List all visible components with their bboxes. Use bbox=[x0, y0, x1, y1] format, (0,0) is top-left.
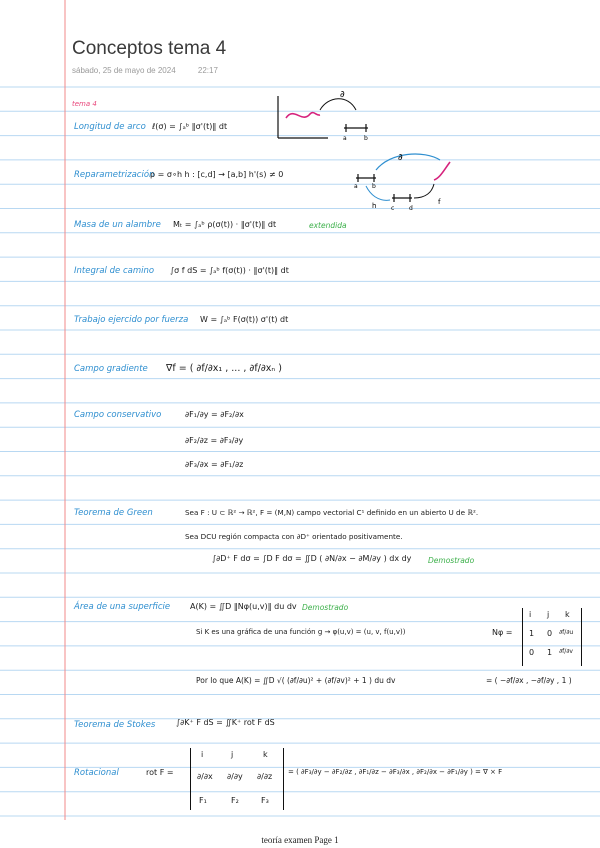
note-date: sábado, 25 de mayo de 2024 bbox=[72, 66, 176, 75]
area-m12: ∂f/∂u bbox=[559, 629, 574, 636]
rot-m02: k bbox=[263, 750, 268, 759]
rot-m20: F₁ bbox=[199, 796, 207, 805]
entry-note-masa: extendida bbox=[309, 221, 347, 230]
rot-m01: j bbox=[231, 750, 234, 759]
partial-label-2: ∂ bbox=[398, 153, 403, 163]
area-m11: 0 bbox=[547, 629, 553, 638]
entry-label-masa: Masa de un alambre bbox=[74, 220, 161, 230]
area-m20: 0 bbox=[529, 648, 535, 657]
label-c: c bbox=[391, 205, 395, 212]
label-a-2: a bbox=[354, 183, 358, 190]
note-timestamp bbox=[72, 66, 218, 75]
area-normal: Nφ = bbox=[492, 628, 513, 637]
entry-note-green: Demostrado bbox=[428, 556, 475, 565]
entry-label-camino: Integral de camino bbox=[74, 266, 155, 276]
label-b: b bbox=[364, 135, 368, 142]
label-h: h bbox=[372, 202, 377, 210]
rot-m00: i bbox=[201, 750, 204, 759]
entry-label-area: Área de una superficie bbox=[74, 602, 171, 612]
area-matrix bbox=[522, 608, 582, 666]
entry-label-conservativo: Campo conservativo bbox=[74, 410, 162, 420]
area-m21: 1 bbox=[547, 648, 553, 657]
entry-label-stokes: Teorema de Stokes bbox=[74, 720, 156, 730]
entry-formula-green: ∫∂D⁺ F dσ = ∫D F dσ = ∬D ( ∂N/∂x − ∂M/∂y ) dx dy bbox=[212, 554, 412, 563]
entry-label-green: Teorema de Green bbox=[74, 508, 153, 518]
entry-label-reparam: Reparametrización bbox=[74, 170, 155, 180]
entry-formula-longitud: ℓ(σ) = ∫ₐᵇ ‖σ'(t)‖ dt bbox=[152, 122, 228, 131]
area-line-1: Si K es una gráfica de una función g → φ(u,v) = (u, v, f(u,v)) bbox=[196, 628, 406, 636]
green-line-2: Sea DCU región compacta con ∂D⁺ orientado positivamente. bbox=[185, 532, 403, 541]
reparam-sketch bbox=[350, 148, 470, 214]
conservativo-line-2: ∂F₂/∂z = ∂F₃/∂y bbox=[185, 436, 244, 445]
page-title[interactable]: Conceptos tema 4 bbox=[72, 38, 227, 59]
entry-formula-rotacional: rot F = bbox=[146, 768, 174, 777]
entry-label-rotacional: Rotacional bbox=[74, 768, 119, 778]
rot-matrix bbox=[190, 748, 284, 810]
entry-formula-stokes: ∫∂K⁺ F dS = ∬K⁺ rot F dS bbox=[176, 718, 275, 727]
entry-label-gradiente: Campo gradiente bbox=[74, 364, 148, 374]
page-footer: teoría examen Page 1 bbox=[261, 835, 339, 845]
conservativo-line-3: ∂F₃/∂x = ∂F₁/∂z bbox=[185, 460, 244, 469]
rot-m12: ∂/∂z bbox=[257, 772, 273, 781]
entry-label-trabajo: Trabajo ejercido por fuerza bbox=[74, 315, 189, 325]
entry-formula-camino: ∫σ f dS = ∫ₐᵇ f(σ(t)) · ‖σ'(t)‖ dt bbox=[170, 266, 289, 275]
label-b-2: b bbox=[372, 183, 376, 190]
area-m00: i bbox=[529, 610, 532, 619]
rot-m21: F₂ bbox=[231, 796, 239, 805]
entry-formula-area: A(K) = ∬D ‖Nφ(u,v)‖ du dv bbox=[190, 602, 297, 611]
partial-label: ∂ bbox=[340, 90, 345, 100]
entry-label-longitud: Longitud de arco bbox=[74, 122, 146, 132]
entry-formula-masa: Mₜ = ∫ₐᵇ ρ(σ(t)) · ‖σ'(t)‖ dt bbox=[173, 220, 277, 229]
rot-m22: F₃ bbox=[261, 796, 269, 805]
entry-formula-reparam: ρ = σ∘h h : [c,d] → [a,b] h'(s) ≠ 0 bbox=[150, 170, 284, 179]
entry-formula-trabajo: W = ∫ₐᵇ F(σ(t)) σ'(t) dt bbox=[200, 315, 289, 324]
entry-formula-gradiente: ∇f = ( ∂f/∂x₁ , ... , ∂f/∂xₙ ) bbox=[166, 363, 282, 374]
rot-result: = ( ∂F₃/∂y − ∂F₂/∂z , ∂F₁/∂z − ∂F₃/∂x , ∂F₂/∂x − ∂F₁/∂y ) = ∇ × F bbox=[288, 768, 503, 776]
arc-sketch bbox=[268, 88, 378, 146]
label-f: f bbox=[438, 198, 441, 206]
tema-tag: tema 4 bbox=[72, 100, 97, 108]
entry-note-area: Demostrado bbox=[302, 603, 349, 612]
green-line-1: Sea F : U ⊂ ℝ² → ℝ², F = (M,N) campo vectorial C¹ definido en un abierto U de ℝ². bbox=[185, 508, 479, 517]
rot-m10: ∂/∂x bbox=[197, 772, 213, 781]
rot-m11: ∂/∂y bbox=[227, 772, 243, 781]
area-m22: ∂f/∂v bbox=[559, 648, 573, 655]
conservativo-line-1: ∂F₁/∂y = ∂F₂/∂x bbox=[185, 410, 244, 419]
note-time: 22:17 bbox=[197, 66, 218, 75]
area-m01: j bbox=[547, 610, 550, 619]
label-d: d bbox=[409, 205, 413, 212]
area-m02: k bbox=[565, 610, 570, 619]
label-a: a bbox=[343, 135, 347, 142]
area-normal-result: = ( −∂f/∂x , −∂f/∂y , 1 ) bbox=[486, 676, 572, 685]
area-line-2: Por lo que A(K) = ∬D √( (∂f/∂u)² + (∂f/∂v)² + 1 ) du dv bbox=[196, 676, 396, 685]
area-m10: 1 bbox=[529, 629, 535, 638]
